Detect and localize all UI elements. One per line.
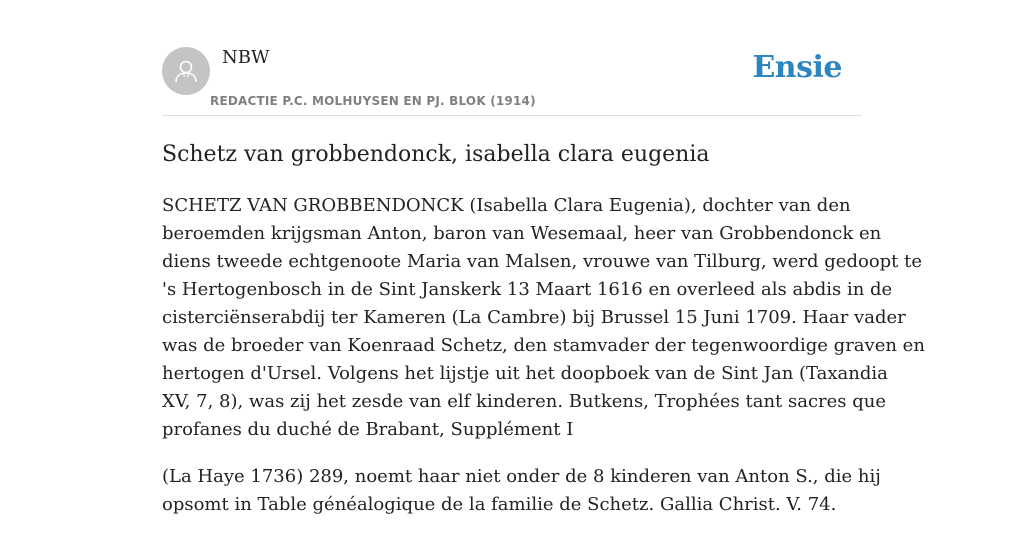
page (162, 0, 925, 515)
text-line: opsomt in Table généalogique de la familie de Schetz. Gallia Christ. V. 74. (162, 494, 837, 515)
text-line: cisterciënserabdij ter Kameren (La Cambre) bij Brussel 15 Juni 1709. Haar vader (162, 307, 906, 328)
user-icon (172, 57, 200, 85)
paragraph-2 (162, 463, 881, 519)
text-line: XV, 7, 8), was zij het zesde van elf kinderen. Butkens, Trophées tant sacres que (162, 391, 887, 412)
text-line: 's Hertogenbosch in de Sint Janskerk 13 Maart 1616 en overleed als abdis in de (162, 279, 893, 300)
text-line: hertogen d'Ursel. Volgens het lijstje uit het doopboek van de Sint Jan (Taxandia (162, 363, 888, 384)
text-line: (La Haye 1736) 289, noemt haar niet onder de 8 kinderen van Anton S., die hij (162, 466, 881, 487)
ensie-logo[interactable]: Ensie (752, 50, 842, 85)
avatar[interactable] (162, 47, 210, 95)
text-line: diens tweede echtgenoote Maria van Malsen, vrouwe van Tilburg, werd gedoopt te (162, 251, 923, 272)
author-name[interactable]: NBW (222, 47, 270, 68)
paragraph-1 (162, 192, 925, 444)
text-line: was de broeder van Koenraad Schetz, den stamvader der tegenwoordige graven en (162, 335, 925, 356)
text-line: SCHETZ VAN GROBBENDONCK (Isabella Clara Eugenia), dochter van den (162, 195, 851, 216)
source-label: REDACTIE P.C. MOLHUYSEN EN PJ. BLOK (1914) (210, 94, 536, 108)
article-body (162, 192, 925, 538)
header (162, 0, 862, 116)
text-line: profanes du duché de Brabant, Supplément I (162, 419, 574, 440)
text-line: beroemden krijgsman Anton, baron van Wesemaal, heer van Grobbendonck en (162, 223, 882, 244)
article-title: Schetz van grobbendonck, isabella clara eugenia (162, 142, 710, 167)
